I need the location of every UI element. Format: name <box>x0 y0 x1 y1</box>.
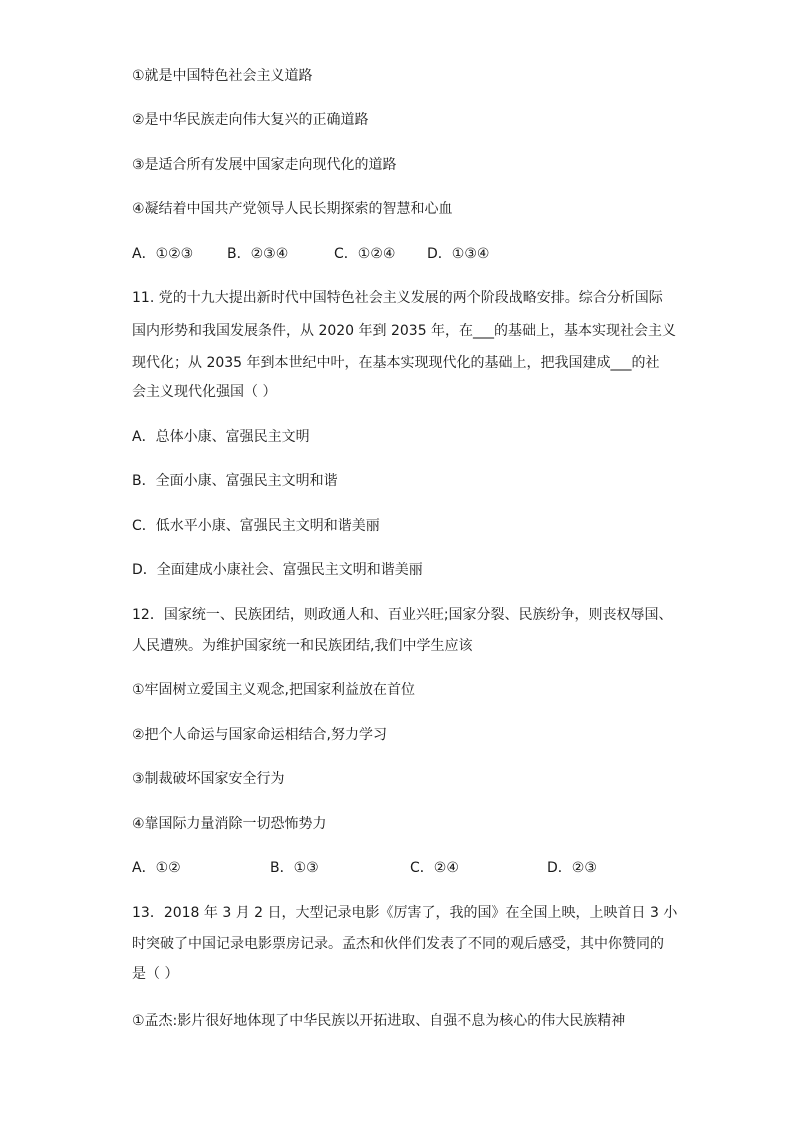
q11-stem-line-2: 国内形势和我国发展条件，从 2020 年到 2035 年，在___的基础上，基本实现社会主义 <box>132 323 677 339</box>
q10-item-4: ④凝结着中国共产党领导人民长期探索的智慧和心血 <box>132 201 453 217</box>
q10-item-1: ①就是中国特色社会主义道路 <box>132 68 313 84</box>
q11-stem-line-1: 11. 党的十九大提出新时代中国特色社会主义发展的两个阶段战略安排。综合分析国际 <box>132 290 663 306</box>
q12-option-d: D．②③ <box>547 860 597 876</box>
q11-option-d: D．全面建成小康社会、富强民主文明和谐美丽 <box>132 562 423 578</box>
q10-option-c: C．①②④ <box>334 246 396 262</box>
q12-item-1: ①牢固树立爱国主义观念,把国家利益放在首位 <box>132 682 415 698</box>
q12-stem-line-2: 人民遭殃。为维护国家统一和民族团结,我们中学生应该 <box>132 638 473 654</box>
q11-option-c: C．低水平小康、富强民主文明和谐美丽 <box>132 518 380 534</box>
q12-stem-line-1: 12．国家统一、民族团结，则政通人和、百业兴旺;国家分裂、民族纷争，则丧权辱国、 <box>132 607 673 623</box>
q10-item-3: ③是适合所有发展中国家走向现代化的道路 <box>132 157 397 173</box>
q13-stem-line-2: 时突破了中国记录电影票房记录。孟杰和伙伴们发表了不同的观后感受，其中你赞同的 <box>132 936 664 952</box>
q12-option-b: B．①③ <box>270 860 319 876</box>
q13-stem-line-3: 是（ ） <box>132 966 179 982</box>
q12-item-2: ②把个人命运与国家命运相结合,努力学习 <box>132 727 387 743</box>
q13-item-1: ①孟杰:影片很好地体现了中华民族以开拓进取、自强不息为核心的伟大民族精神 <box>132 1013 626 1029</box>
q13-stem-line-1: 13．2018 年 3 月 2 日，大型记录电影《厉害了，我的国》在全国上映，上映首日 3 小 <box>132 905 678 921</box>
q12-option-a: A．①② <box>132 860 181 876</box>
q12-option-c: C．②④ <box>410 860 459 876</box>
q10-option-b: B．②③④ <box>227 246 289 262</box>
q10-item-2: ②是中华民族走向伟大复兴的正确道路 <box>132 112 369 128</box>
q11-option-b: B．全面小康、富强民主文明和谐 <box>132 473 338 489</box>
q11-option-a: A．总体小康、富强民主文明 <box>132 429 310 445</box>
q10-option-a: A．①②③ <box>132 246 194 262</box>
q11-stem-line-4: 会主义现代化强国（ ） <box>132 384 277 400</box>
q10-option-d: D．①③④ <box>427 246 490 262</box>
q12-item-4: ④靠国际力量消除一切恐怖势力 <box>132 816 327 832</box>
q11-stem-line-3: 现代化；从 2035 年到本世纪中叶，在基本实现现代化的基础上，把我国建成___的社 <box>132 355 660 371</box>
q12-item-3: ③制裁破坏国家安全行为 <box>132 771 285 787</box>
